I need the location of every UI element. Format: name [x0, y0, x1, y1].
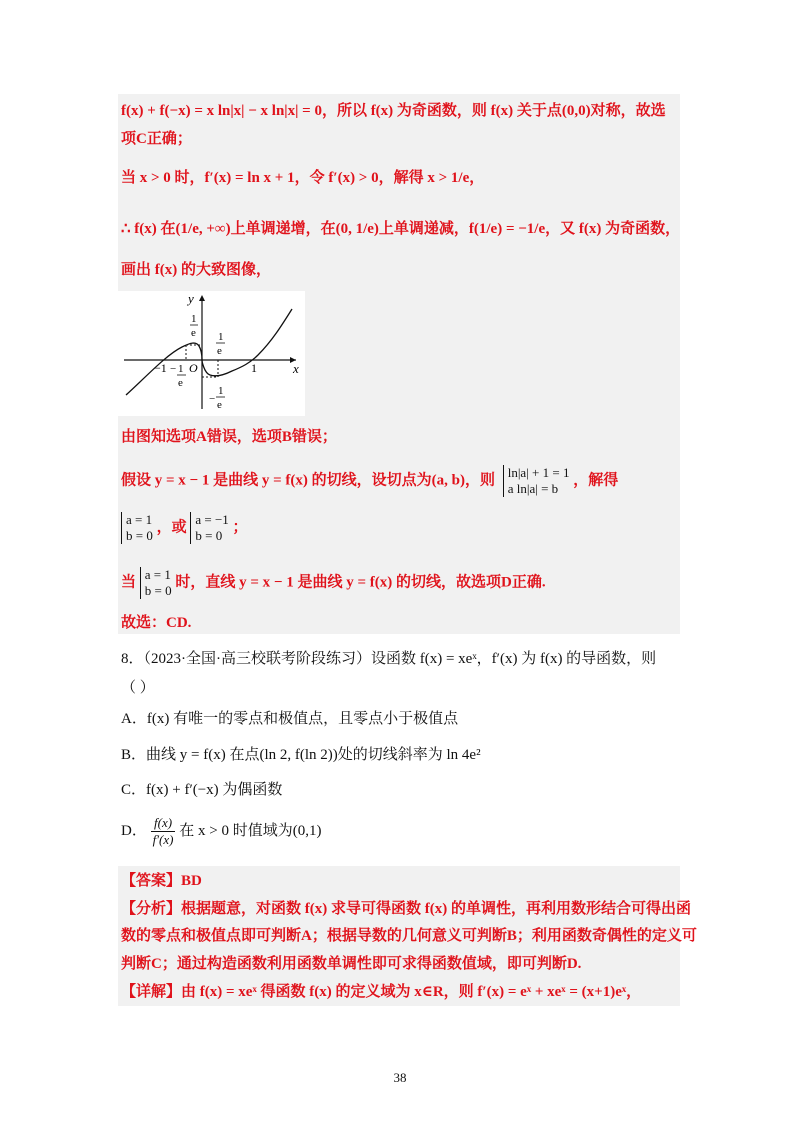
- option-d-suffix: 在 x > 0 时值域为(0,1): [179, 822, 322, 839]
- question-stem: 8．（2023·全国·高三校联考阶段练习）设函数 f(x) = xeˣ，f′(x) 为 f(x) 的导函数，则: [121, 651, 657, 667]
- line9-a: 当: [121, 574, 137, 591]
- pos-frac-num: 1: [218, 331, 224, 343]
- pos-frac-den: e: [217, 345, 222, 357]
- bottom-sign: −: [209, 393, 216, 405]
- top-frac-den: e: [191, 327, 196, 339]
- cond-b: b = 0: [144, 583, 172, 598]
- solution-line-6: 由图知选项A错误，选项B错误；: [121, 429, 337, 445]
- option-a: A．f(x) 有唯一的零点和极值点，且零点小于极值点: [121, 711, 459, 727]
- sol2-b: b = 0: [195, 528, 223, 543]
- page-number: 38: [393, 1070, 407, 1085]
- sol1-a: a = 1: [126, 512, 153, 527]
- analysis-line-3: 判断C；通过构造函数利用函数单调性即可求得函数值域，即可判断D.: [121, 956, 582, 972]
- question-paren: （ ）: [121, 680, 155, 696]
- solution-line-7: [121, 465, 618, 497]
- option-b: B．曲线 y = f(x) 在点(ln 2, f(ln 2))处的切线斜率为 ln 4e²: [121, 747, 481, 763]
- option-d-prefix: D．: [121, 822, 147, 839]
- function-graph: [118, 291, 305, 416]
- line8-mid: ，或: [156, 519, 187, 536]
- condition-system: [140, 567, 172, 599]
- solution-line-1: f(x) + f(−x) = x ln|x| − x ln|x| = 0，所以 f(x) 为奇函数，则 f(x) 关于点(0,0)对称，故选: [121, 103, 666, 119]
- option-d: [121, 815, 321, 848]
- solution-line-2: 项C正确；: [121, 131, 192, 147]
- option-d-den: f′(x): [152, 832, 174, 847]
- solution-line-3: 当 x > 0 时，f′(x) = ln x + 1，令 f′(x) > 0，解得 x > 1/e，: [121, 170, 485, 186]
- origin-label: O: [189, 361, 198, 375]
- line7-text-a: 假设 y = x − 1 是曲线 y = f(x) 的切线，设切点为(a, b)，则: [121, 472, 495, 489]
- bottom-frac-num: 1: [218, 385, 224, 397]
- answer-line: 【答案】BD: [121, 873, 202, 889]
- bottom-frac-den: e: [217, 399, 222, 411]
- neg-frac-num: 1: [178, 363, 184, 375]
- y-axis-label: y: [188, 291, 194, 306]
- neg-frac-sign: −: [170, 363, 177, 375]
- tangent-system: [503, 465, 570, 497]
- solution-line-5: 画出 f(x) 的大致图像，: [121, 262, 271, 278]
- detail-line: 【详解】由 f(x) = xeˣ 得函数 f(x) 的定义域为 x∈R，则 f′(x) = eˣ + xeˣ = (x+1)eˣ，: [121, 984, 642, 1000]
- option-c: C．f(x) + f′(−x) 为偶函数: [121, 782, 283, 798]
- analysis-line-2: 数的零点和极值点即可判断A；根据导数的几何意义可判断B；利用函数奇偶性的定义可: [121, 928, 697, 944]
- option-d-fraction: [151, 815, 176, 848]
- one-label: 1: [251, 361, 257, 375]
- solution-conclusion: 故选：CD.: [121, 615, 192, 631]
- option-d-num: f(x): [151, 815, 176, 832]
- solution-system-2: [190, 512, 228, 544]
- solution-system-1: [121, 512, 153, 544]
- line7-text-b: ，解得: [573, 472, 619, 489]
- sol2-a: a = −1: [195, 512, 229, 527]
- tangent-eq-1: ln|a| + 1 = 1: [507, 465, 570, 480]
- analysis-line-1: 【分析】根据题意，对函数 f(x) 求导可得函数 f(x) 的单调性，再利用数形结合可得出函: [121, 901, 691, 917]
- sol1-b: b = 0: [126, 528, 153, 543]
- neg-frac-den: e: [178, 377, 183, 389]
- line9-b: 时，直线 y = x − 1 是曲线 y = f(x) 的切线，故选项D正确.: [175, 574, 546, 591]
- solution-line-8: [121, 512, 248, 544]
- x-axis-label: x: [293, 361, 299, 376]
- neg-one-label: −1: [154, 361, 167, 375]
- top-frac-num: 1: [191, 313, 197, 325]
- cond-a: a = 1: [144, 567, 171, 582]
- solution-line-4: ∴ f(x) 在(1/e, +∞)上单调递增，在(0, 1/e)上单调递减，f(1/e) = −1/e，又 f(x) 为奇函数，: [121, 221, 681, 237]
- line8-end: ；: [232, 519, 248, 536]
- tangent-eq-2: a ln|a| = b: [507, 481, 559, 496]
- solution-line-9: [121, 567, 546, 599]
